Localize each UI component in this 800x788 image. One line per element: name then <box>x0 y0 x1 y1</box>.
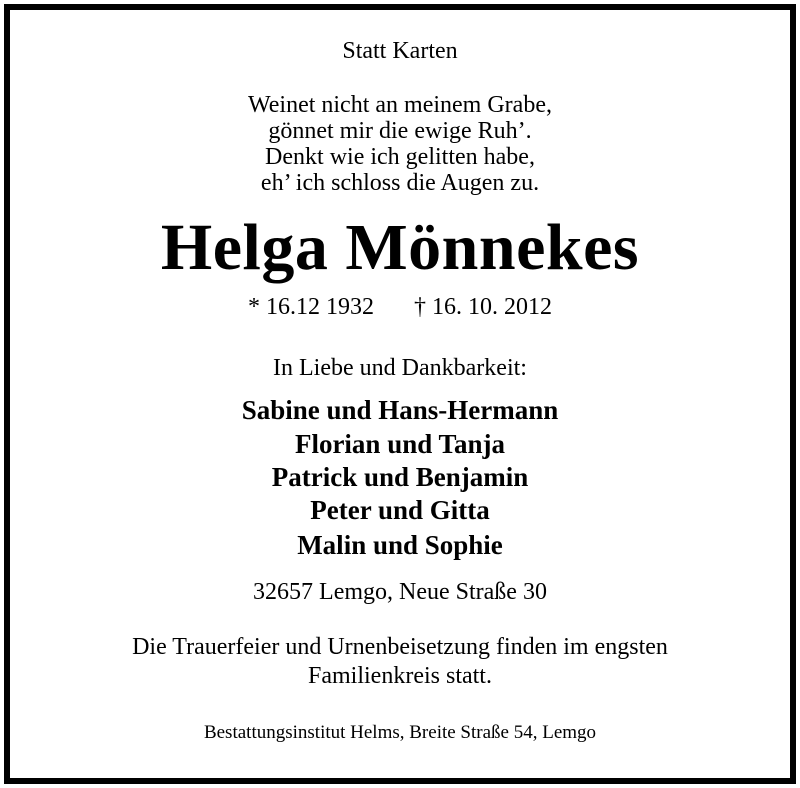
deceased-name: Helga Mönnekes <box>160 211 640 284</box>
poem-line-3: Denkt wie ich gelitten habe, <box>265 144 535 170</box>
mourner-5: Malin und Sophie <box>297 530 503 560</box>
poem-line-1: Weinet nicht an meinem Grabe, <box>248 92 552 118</box>
poem-line-2: gönnet mir die ewige Ruh’. <box>268 118 532 144</box>
dedication-text: In Liebe und Dankbarkeit: <box>273 355 527 381</box>
birth-date: * 16.12 1932 <box>248 294 374 320</box>
life-dates <box>0 294 800 320</box>
mourner-1: Sabine und Hans-Hermann <box>241 395 559 425</box>
mourner-2: Florian und Tanja <box>294 429 506 459</box>
address-text: 32657 Lemgo, Neue Straße 30 <box>253 579 547 605</box>
header-text: Statt Karten <box>342 38 458 64</box>
notice-line-2: Familienkreis statt. <box>308 663 492 689</box>
funeral-home-text: Bestattungsinstitut Helms, Breite Straße 54, Lemgo <box>203 722 597 743</box>
mourner-3: Patrick und Benjamin <box>271 462 529 492</box>
notice-line-1: Die Trauerfeier und Urnenbeisetzung finden im engsten <box>132 634 668 660</box>
death-date: † 16. 10. 2012 <box>414 294 552 320</box>
mourner-4: Peter und Gitta <box>310 495 490 525</box>
poem-line-4: eh’ ich schloss die Augen zu. <box>260 170 540 196</box>
